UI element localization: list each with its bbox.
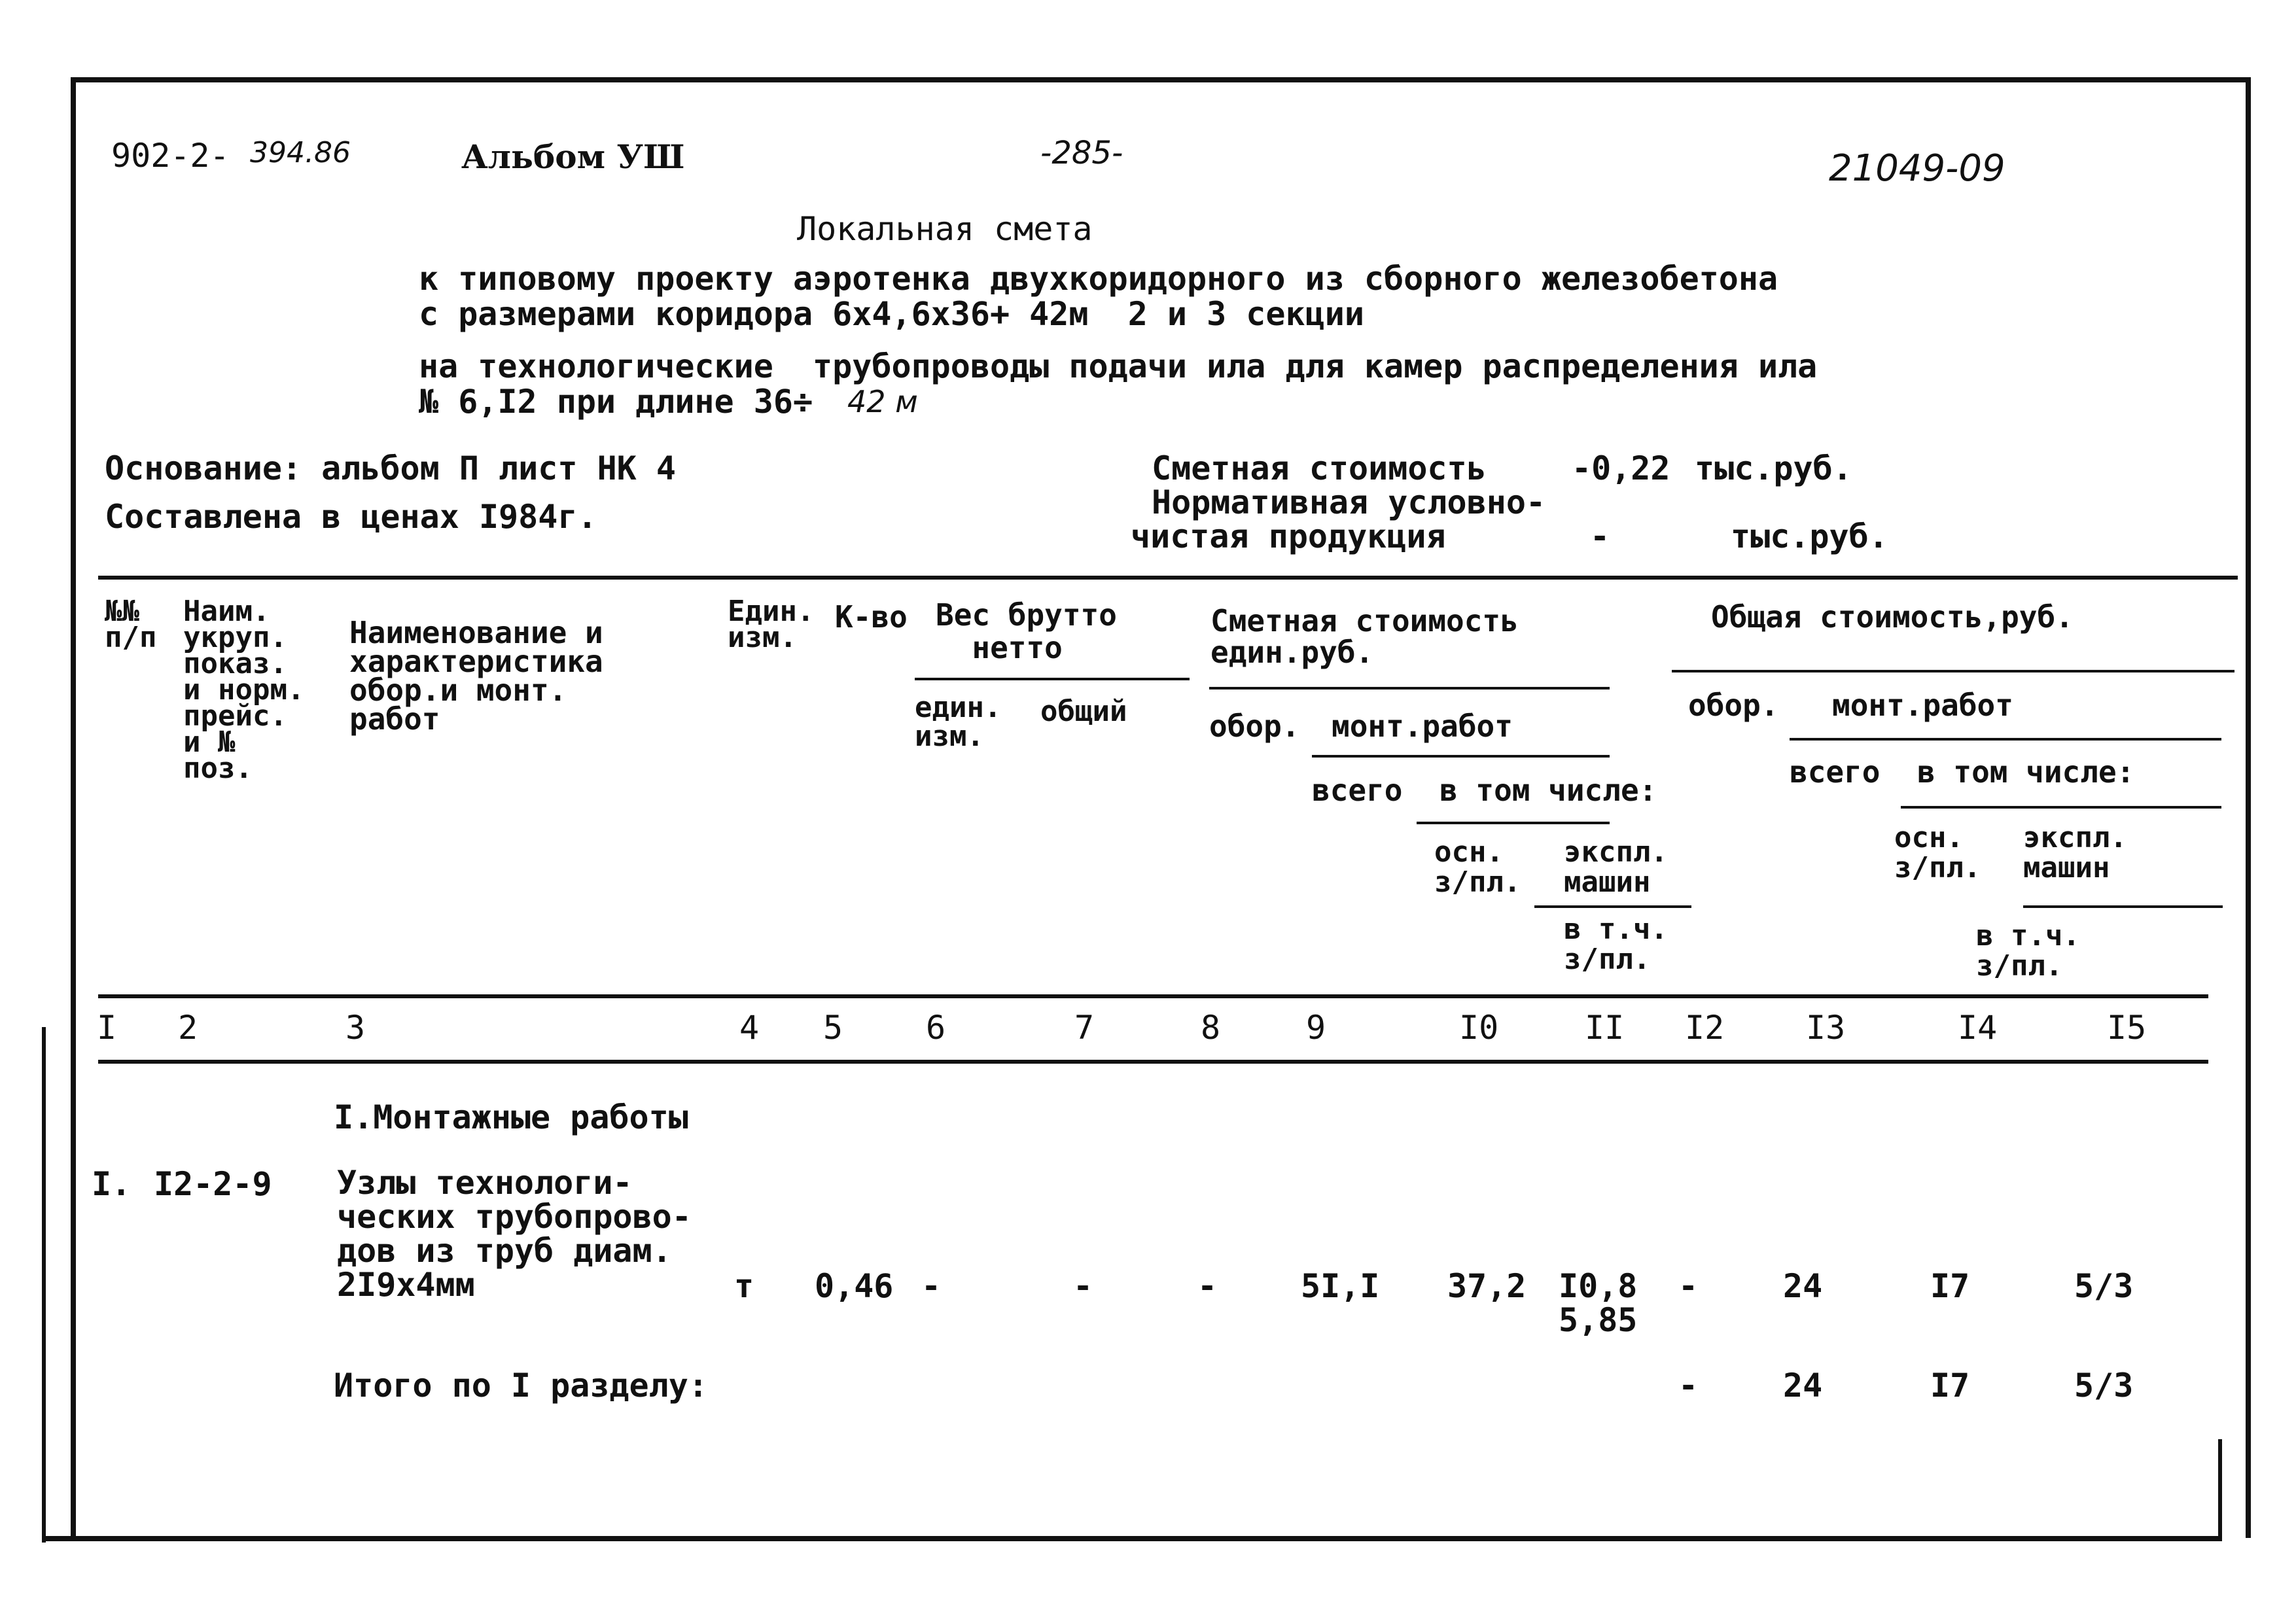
total-total-header: всего [1790,754,1881,790]
unit-obor-header: обор. [1209,708,1300,744]
col-num-8: 8 [1201,1009,1221,1047]
total-obor-header: обор. [1688,688,1779,723]
section-total-osn: I7 [1930,1367,1970,1405]
col-num-5: 5 [823,1009,843,1047]
row-unit-osn: 37,2 [1447,1267,1527,1305]
norm-value: - [1590,517,1610,555]
section-total-obor: - [1678,1367,1699,1405]
title-line-4: № 6,I2 при длине 36÷ [419,383,813,421]
title-line-3: на технологические трубопроводы подачи ила для камер распределения ила [419,347,1818,385]
row-total-total: 24 [1783,1267,1823,1305]
row-total-mach: 5/3 [2074,1267,2134,1305]
col-header-weight: Вес брутто нетто [936,597,1117,665]
table-top-line [98,576,2238,580]
title-line-2: с размерами коридора 6х4,6х36+ 42м 2 и 3 секции [419,295,1364,333]
col-num-14: I4 [1958,1009,1998,1047]
col-header-weight-unit: един. изм. [915,691,1002,753]
line-total-incl-sub [1901,806,2221,809]
col-num-1: I [97,1009,117,1047]
row-total-obor: - [1678,1267,1699,1305]
page-number: -285- [1040,135,1123,171]
line-unit-incl-sub [1417,822,1610,824]
colnum-bottom-line [98,1060,2208,1064]
total-incl-header: в том числе: [1917,754,2135,790]
col-header-num: №№ п/п [105,595,157,654]
row-unit-obor: - [1197,1267,1218,1305]
row-code: I2-2-9 [154,1165,272,1203]
total-mont-header: монт.работ [1832,688,2013,723]
document-title: Локальная смета [797,210,1093,248]
section-total-total: 24 [1783,1367,1823,1405]
row-unit-mach: I0,8 [1559,1267,1638,1305]
line-unit-mach-sub [1534,905,1691,908]
total-mach-header: экспл. машин [2023,821,2127,884]
col-num-3: 3 [345,1009,366,1047]
line-total-mach-sub [2023,905,2223,908]
frame-bottom [42,1536,2222,1541]
row-qty: 0,46 [815,1267,894,1305]
col-header-name: Наименование и характеристика обор.и монт. работ [349,615,603,737]
row-weight-total: - [1073,1267,1093,1305]
col-num-12: I2 [1685,1009,1725,1047]
row-unit-mont-total: 5I,I [1301,1267,1380,1305]
col-num-13: I3 [1806,1009,1846,1047]
total-cost-header: Общая стоимость,руб. [1711,599,2074,635]
total-osn-header: осн. з/пл. [1894,821,1981,884]
section-total-mach: 5/3 [2074,1367,2134,1405]
row-weight-unit: - [921,1267,942,1305]
row-unit-mach-zp: 5,85 [1559,1301,1638,1339]
section-total-label: Итого по I разделу: [334,1367,708,1405]
cost-label: Сметная стоимость [1152,449,1487,487]
col-num-9: 9 [1306,1009,1326,1047]
unit-mach-zp-header: в т.ч. з/пл. [1564,913,1668,976]
line-unitcost-sub [1209,687,1610,689]
col-header-weight-total: общий [1040,695,1127,728]
row-total-osn: I7 [1930,1267,1970,1305]
col-num-4: 4 [739,1009,760,1047]
norm-label-1: Нормативная условно- [1152,483,1546,521]
col-header-code: Наим. укруп. показ. и норм. прейс. и № поз. [183,595,305,785]
col-header-qty: К-во [835,599,908,635]
unit-incl-header: в том числе: [1439,773,1657,808]
header-bottom-line [98,994,2208,998]
line-weight-sub [915,678,1190,680]
line-unitmont-sub [1312,755,1610,758]
album-label: Альбом УШ [461,137,685,176]
title-line-4-handwritten: 42 м [847,384,918,419]
prices-text: Составлена в ценах I984г. [105,498,597,536]
basis-text: Основание: альбом П лист НК 4 [105,449,676,487]
unit-mont-header: монт.работ [1332,708,1513,744]
unit-total-header: всего [1312,773,1403,808]
doc-number: 902-2- [111,137,230,175]
col-num-2: 2 [178,1009,198,1047]
line-totalmont-sub [1790,738,2221,741]
unit-mach-header: экспл. машин [1564,835,1668,899]
col-header-unit: Един. изм. [728,595,815,654]
unit-osn-header: осн. з/пл. [1434,835,1521,899]
line-totalcost-sub [1672,670,2234,672]
row-unit: т [734,1267,754,1305]
cost-value: -0,22 [1572,449,1670,487]
col-num-6: 6 [926,1009,946,1047]
col-num-15: I5 [2107,1009,2147,1047]
doc-number-handwritten: 394.86 [250,136,351,169]
norm-unit: тыс.руб. [1731,517,1888,555]
frame-right-lower [2218,1439,2222,1541]
col-num-10: I0 [1459,1009,1499,1047]
col-num-7: 7 [1074,1009,1095,1047]
norm-label-2: чистая продукция [1131,517,1446,555]
col-num-11: II [1585,1009,1625,1047]
frame-left-lower [42,1027,46,1543]
total-mach-zp-header: в т.ч. з/пл. [1976,919,2080,983]
title-line-1: к типовому проекту аэротенка двухкоридорного из сборного железобетона [419,260,1778,298]
section-title: I.Монтажные работы [334,1098,688,1136]
row-name: Узлы технологи- ческих трубопрово- дов из труб диам. 2I9х4мм [337,1164,692,1304]
sheet-code: 21049-09 [1829,147,2005,190]
unit-cost-header: Сметная стоимость един.руб. [1210,603,1519,670]
cost-unit: тыс.руб. [1695,449,1852,487]
row-num: I. [92,1165,132,1203]
